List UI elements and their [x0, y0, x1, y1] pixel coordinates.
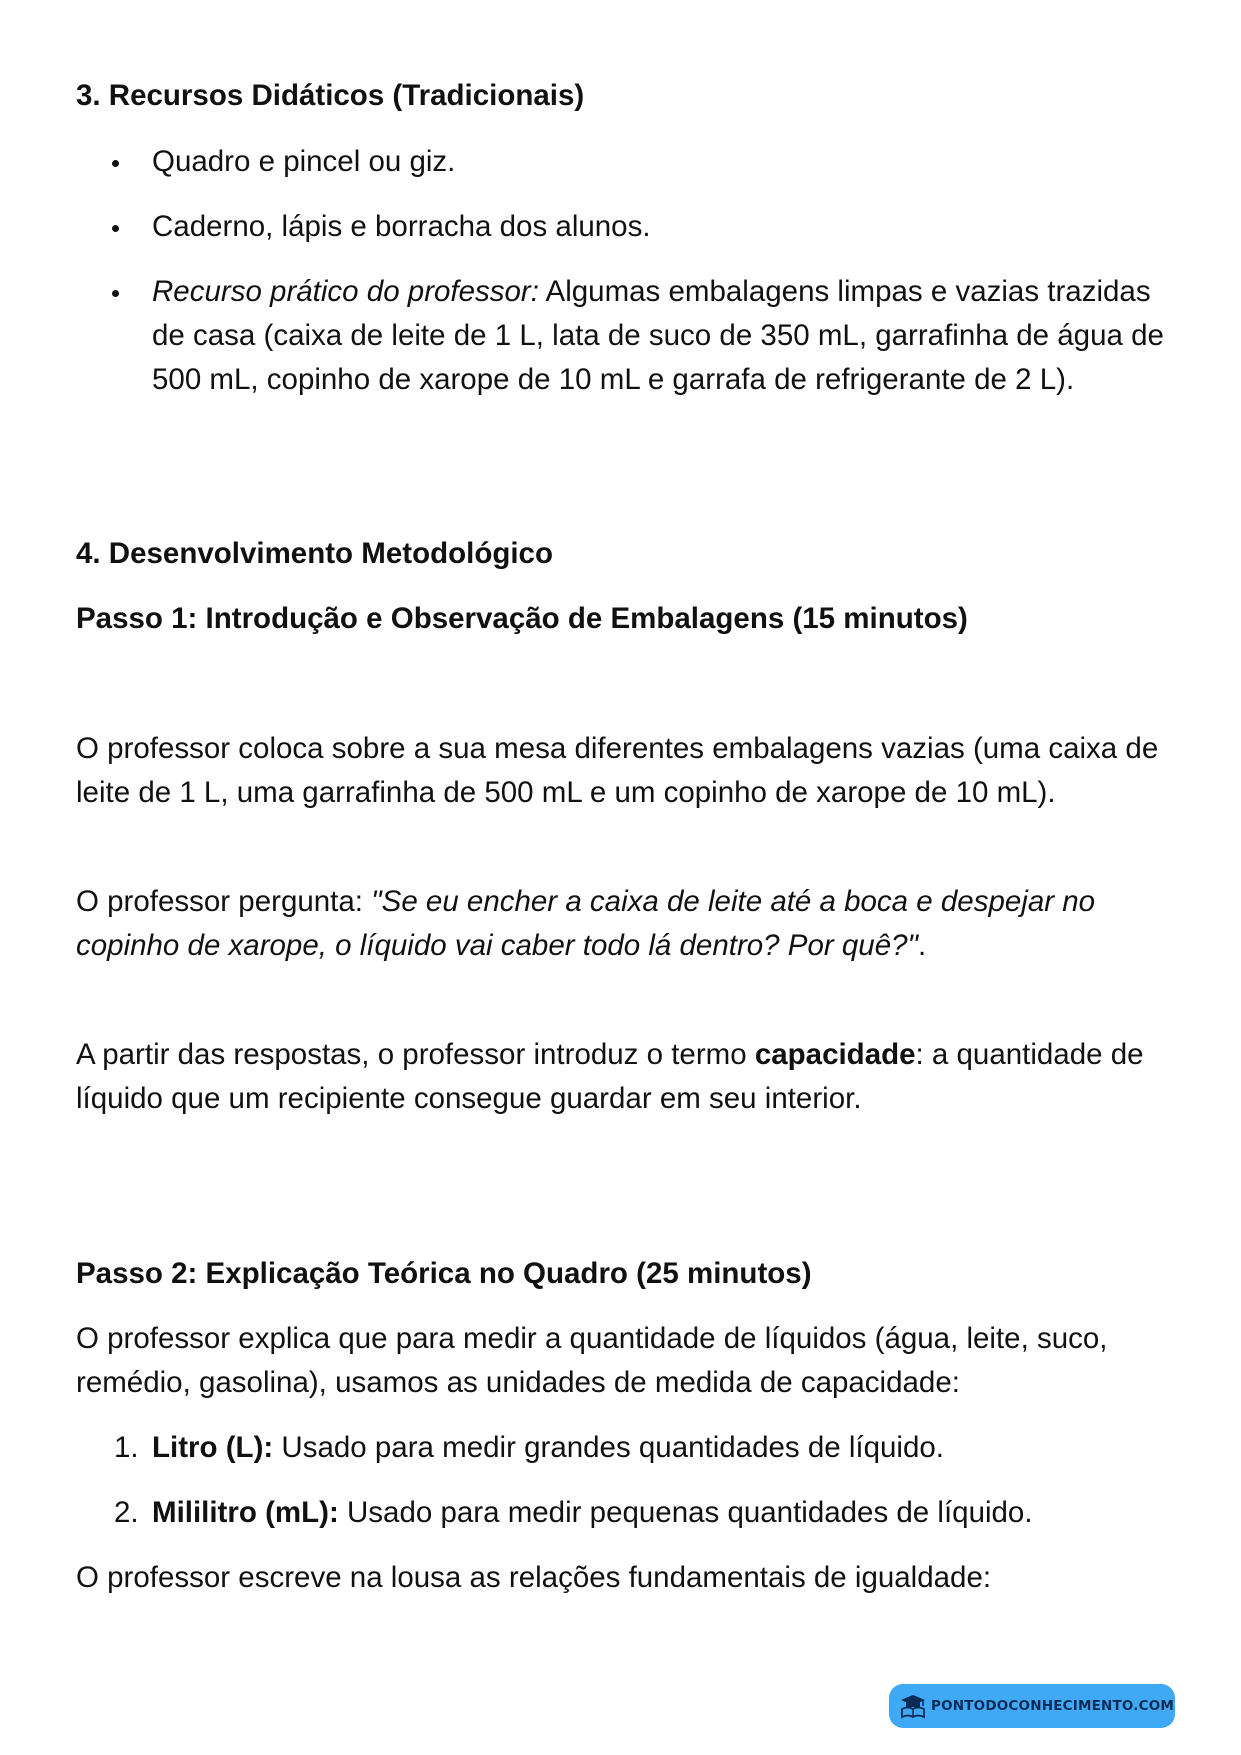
list-item-text [152, 1426, 1172, 1470]
bullet-icon [112, 290, 119, 297]
site-logo-text: PONTODOCONHECIMENTO.COM [931, 1698, 1175, 1714]
step-1-paragraph: O professor coloca sobre a sua mesa diferentes embalagens vazias (uma caixa de leite de 1 L, uma garrafinha de 500 mL e um copinho de xarope de 10 mL). [76, 732, 1159, 809]
section-3-heading: 3. Recursos Didáticos (Tradicionais) [76, 79, 585, 112]
list-number: 2. [114, 1496, 139, 1529]
bullet-body: Algumas embalagens limpas e vazias trazidas de casa (caixa de leite de 1 L, lata de suco de 350 mL, garrafinha de água de 500 mL, copinho de xarope de 10 mL e garrafa de refrigerante de 2 L). [152, 275, 1164, 396]
capacity-suffix: : a quantidade de líquido que um recipiente consegue guardar em seu interior. [76, 1038, 1144, 1115]
graduation-cap-book-icon [899, 1693, 927, 1719]
list-number: 1. [114, 1431, 139, 1464]
question-quote: "Se eu encher a caixa de leite até a boca e despejar no copinho de xarope, o líquido vai caber todo lá dentro? Por quê?" [76, 885, 1096, 962]
step-1-heading: Passo 1: Introdução e Observação de Embalagens (15 minutos) [76, 602, 968, 635]
step-1-capacity-paragraph [76, 1033, 1176, 1121]
step-2-heading: Passo 2: Explicação Teórica no Quadro (25 minutos) [76, 1257, 812, 1290]
bullet-icon [112, 225, 119, 232]
unit-description: Usado para medir pequenas quantidades de líquido. [338, 1496, 1033, 1529]
section-4-heading: 4. Desenvolvimento Metodológico [76, 537, 553, 570]
capacity-prefix: A partir das respostas, o professor introduz o termo [76, 1038, 755, 1071]
bullet-italic-label: Recurso prático do professor: [152, 275, 539, 308]
capacity-term: capacidade [754, 1038, 916, 1071]
site-logo-badge [889, 1684, 1175, 1728]
unit-name: Litro (L): [152, 1431, 274, 1464]
bullet-text: Quadro e pincel ou giz. [152, 145, 456, 178]
bullet-icon [112, 160, 119, 167]
question-suffix: . [917, 929, 927, 962]
bullet-text: Caderno, lápis e borracha dos alunos. [152, 210, 651, 243]
list-item-text [152, 1491, 1172, 1535]
bullet-text [152, 270, 1172, 402]
step-2-closing-paragraph: O professor escreve na lousa as relações fundamentais de igualdade: [76, 1561, 992, 1594]
step-2-paragraph: O professor explica que para medir a quantidade de líquidos (água, leite, suco, remédio, gasolina), usamos as unidades de medida de capacidade: [76, 1322, 1108, 1399]
question-prefix: O professor pergunta: [76, 885, 372, 918]
step-1-question-paragraph [76, 880, 1176, 968]
unit-description: Usado para medir grandes quantidades de líquido. [273, 1431, 944, 1464]
unit-name: Mililitro (mL): [152, 1496, 339, 1529]
